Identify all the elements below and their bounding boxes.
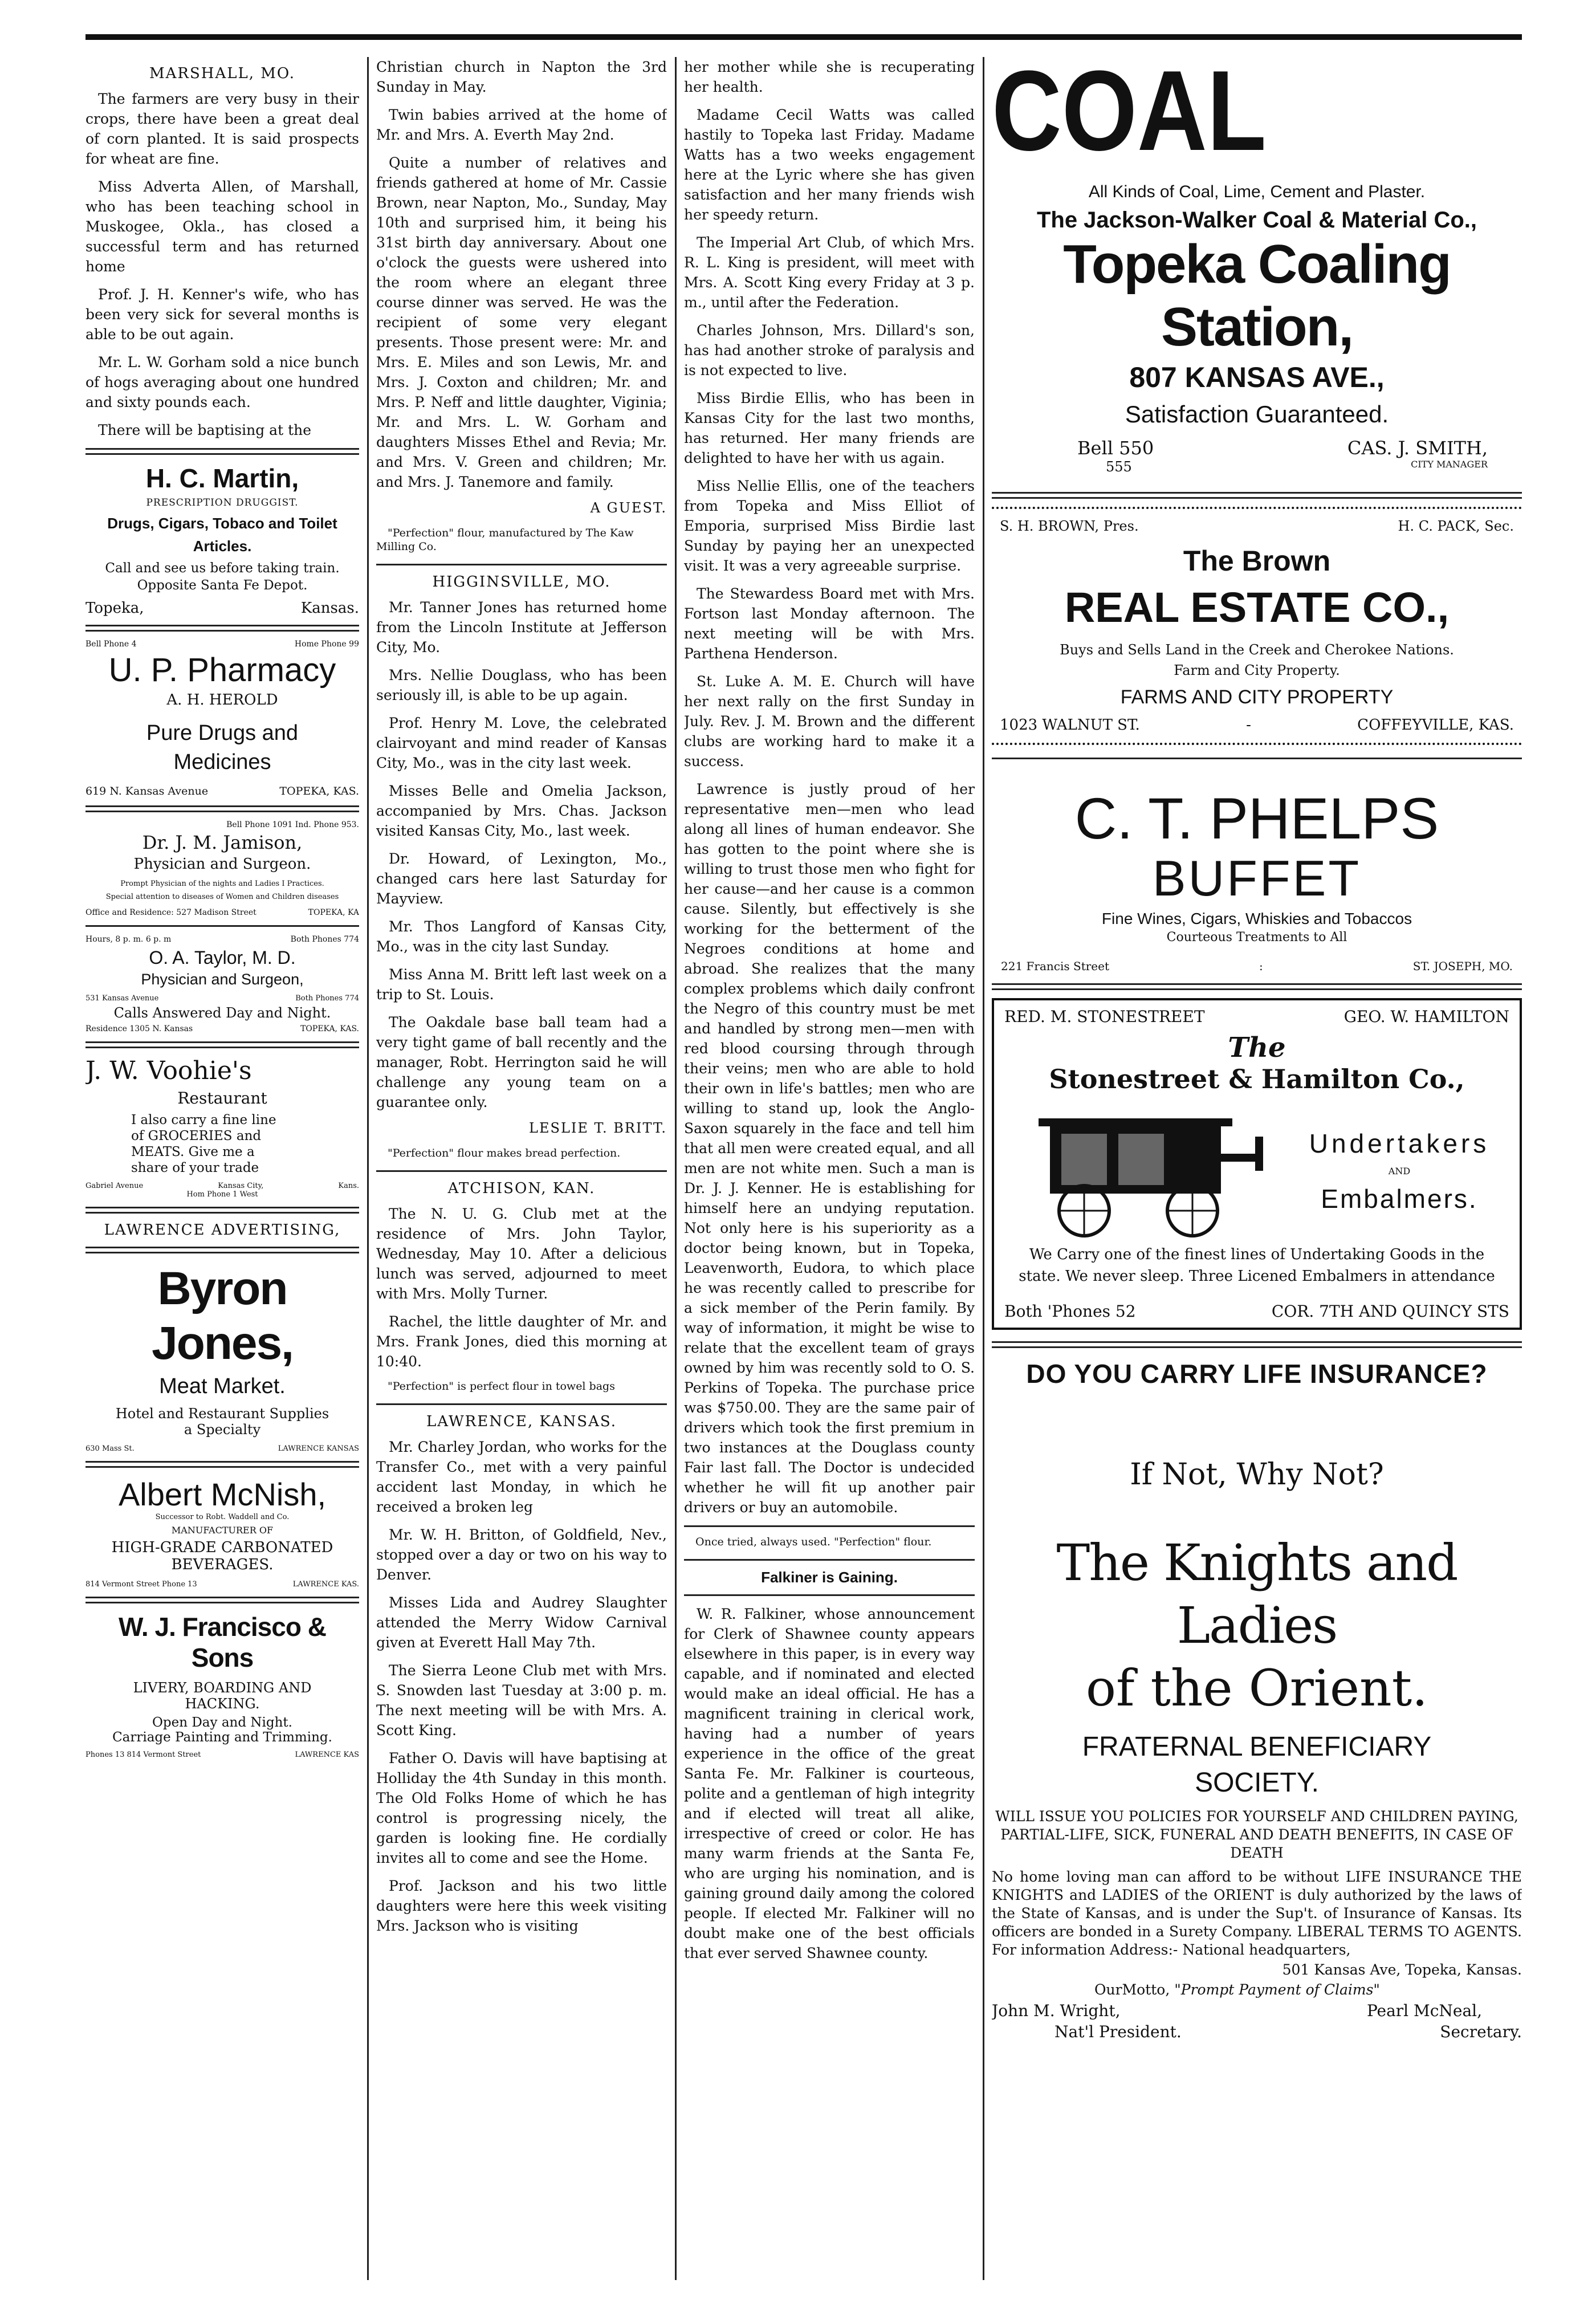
ad-officer: RED. M. STONESTREET [1004,1007,1205,1026]
ad-line: Drugs, Cigars, Tobaco and Toilet Articles. [107,515,337,555]
ad-phone: Home Phone 99 [294,640,359,649]
ad-separator: - [1246,717,1251,734]
ad-line: a Specialty [184,1422,261,1438]
ad-title: O. A. Taylor, M. D. [149,947,296,968]
ad-title: of the Orient. [1085,1659,1428,1717]
ad-motto: "Prompt Payment of Claims" [1174,1981,1380,1998]
ad-manager-title: CITY MANAGER [1411,459,1488,470]
ad-line: Opposite Santa Fe Depot. [137,578,308,593]
news-paragraph: Misses Belle and Omelia Jackson, accompanied by Mrs. Chas. Jackson visited Kansas City, Mo., last week. [376,783,667,839]
divider [992,492,1522,499]
ad-title: REAL ESTATE CO., [1064,584,1450,631]
ad-headline: If Not, Why Not? [1130,1458,1384,1492]
ad-line: BEVERAGES. [171,1556,274,1573]
ad-phone: Both 'Phones 52 [1004,1302,1136,1321]
column-rule [983,57,984,2280]
ad-line: Farm and City Property. [1174,662,1340,678]
news-paragraph: Prof. J. H. Kenner's wife, who has been very sick for several months is able to be out again. [85,286,359,343]
news-paragraph: The N. U. G. Club met at the residence of Mrs. John Taylor, Wednesday, May 10. After a delicious lunch was served, adjourned to meet with Mrs. Molly Turner. [376,1206,667,1302]
ad-officer: GEO. W. HAMILTON [1343,1007,1509,1026]
ad-officer: H. C. PACK, Sec. [1398,518,1514,534]
news-paragraph: Miss Birdie Ellis, who has been in Kansas City for the last two months, has returned. Her many friends are delighted to have her with us again. [684,390,975,466]
ad-phone: Bell Phone 4 [85,640,137,649]
ad-subtitle: SOCIETY. [1195,1768,1319,1798]
ad-subtitle: PRESCRIPTION DRUGGIST. [146,497,299,508]
news-paragraph: Miss Anna M. Britt left last week on a trip to St. Louis. [376,966,667,1003]
news-paragraph: Madame Cecil Watts was called hastily to Topeka last Friday. Madame Watts has a two weeks engagement here at the Lyric where she has given satisfaction and her many friends wish her speedy return. [684,107,975,223]
ad-title: Albert McNish, [118,1476,327,1512]
ad-title: Topeka Coaling Station, [1063,234,1451,357]
divider [85,1041,359,1048]
ad-title: C. T. PHELPS [1074,786,1439,851]
notice: "Perfection" flour, manufactured by The Kaw Milling Co. [376,527,634,553]
column-3 [684,57,975,2280]
divider [684,1594,975,1596]
ad-subtitle: Restaurant [177,1089,267,1108]
ad-title: Dr. J. M. Jamison, [142,832,303,853]
ad-hours: Hours, 8 p. m. 6 p. m [85,935,172,944]
ad-line: Courteous Treatments to All [1166,930,1347,945]
ad-line: of GROCERIES and [131,1129,262,1143]
ad-city: TOPEKA, KA [308,908,359,917]
ad-signer: John M. Wright, [992,2001,1121,2020]
ad-city: TOPEKA, KAS. [300,1024,359,1033]
ad-line: Satisfaction Guaranteed. [1125,401,1389,428]
news-paragraph: Mrs. Nellie Douglass, who has been seriously ill, is able to be up again. [376,667,667,703]
ad-line: I also carry a fine line [131,1113,276,1127]
ad-officer: S. H. BROWN, Pres. [1000,518,1139,534]
ad-address: 630 Mass St. [85,1444,135,1453]
news-paragraph: Father O. Davis will have baptising at Holliday the 4th Sunday in this month. The Old Folks Home of which he has control is progressing nicely, the garden is looking fine. He cordially invites all to come and see the Home. [376,1750,667,1866]
ad-owner: A. H. HEROLD [166,691,278,709]
news-paragraph: St. Luke A. M. E. Church will have her next rally on the first Sunday in July. Rev. J. M. Brown and the different clubs are working hard to make it a success. [684,673,975,770]
section-heading: ATCHISON, KAN. [447,1180,596,1197]
news-paragraph: Prof. Henry M. Love, the celebrated clairvoyant and mind reader of Kansas City, Mo., was in the city last week. [376,715,667,771]
ad-address: COR. 7TH AND QUINCY STS [1271,1302,1509,1321]
news-paragraph: Mr. Tanner Jones has returned home from the Lincoln Institute at Jefferson City, Mo. [376,599,667,656]
divider [85,1597,359,1603]
news-paragraph: Mr. W. H. Britton, of Goldfield, Nev., stopped over a day or two on his way to Denver. [376,1526,667,1583]
ad-line: Carriage Painting and Trimming. [112,1730,332,1745]
divider [376,1170,667,1172]
ad-line: Fine Wines, Cigars, Whiskies and Tobaccos [1101,910,1412,927]
ad-phone: Bell Phone 1091 Ind. Phone 953. [226,820,359,829]
news-paragraph: Miss Nellie Ellis, one of the teachers from Topeka and Miss Elliot of Emporia, surprised Miss Birdie last Sunday by paying her an unexpected visit. It was a very agreeable surprise. [684,478,975,574]
divider [85,1247,359,1253]
notice: Once tried, always used. "Perfection" flour. [695,1536,932,1548]
news-paragraph: The Imperial Art Club, of which Mrs. R. L. King is president, will meet with Mrs. A. Scott King every Friday at 3 p. m., until after the Federation. [684,234,975,311]
divider [85,625,359,632]
ad-line: HIGH-GRADE CARBONATED [111,1539,333,1556]
hearse-illustration [1004,1102,1289,1239]
news-paragraph: her mother while she is recuperating her health. [684,59,975,95]
ad-signer-title: Secretary. [1440,2022,1522,2041]
ad-knights-ladies-orient [992,1358,1522,2041]
news-paragraph: Twin babies arrived at the home of Mr. and Mrs. A. Everth May 2nd. [376,107,667,143]
ad-voohie [85,1056,359,1199]
ad-up-pharmacy [85,640,359,797]
news-paragraph: Mr. L. W. Gorham sold a nice bunch of hogs averaging about one hundred and sixty pounds each. [85,354,359,410]
ad-address: Residence 1305 N. Kansas [85,1024,193,1033]
column-rule [367,57,369,2280]
notice: "Perfection" is perfect flour in towel bags [388,1380,615,1393]
ad-stonestreet [992,998,1522,1330]
column-1 [85,57,359,2280]
news-paragraph: Miss Adverta Allen, of Marshall, who has been teaching school in Muskogee, Okla., has closed a successful term and has returned home [85,178,359,275]
news-paragraph: The Stewardess Board met with Mrs. Fortson last Monday afternoon. The next meeting will be with Mrs. Parthena Henderson. [684,585,975,662]
divider [85,1207,359,1214]
ad-francisco [85,1611,359,1759]
column-4 [992,57,1522,2280]
ad-byron-jones [85,1261,359,1453]
ad-city: Topeka, [85,600,144,617]
ad-city: LAWRENCE KAS [295,1751,359,1759]
ad-line: Calls Answered Day and Night. [113,1005,331,1021]
ad-subtitle: Meat Market. [159,1374,286,1398]
divider [992,1341,1522,1348]
ad-address: Phones 13 814 Vermont Street [85,1751,201,1759]
ad-phelps [992,767,1522,973]
ad-jamison [85,820,359,917]
ad-note: Prompt Physician of the nights and Ladies I Practices. [120,880,324,888]
ad-title: Stonestreet & Hamilton Co., [1049,1064,1465,1094]
ad-address: 221 Francis Street [1001,959,1109,973]
ad-city: TOPEKA, KAS. [279,785,359,797]
ad-title: The Knights and Ladies [1056,1533,1457,1655]
news-paragraph: Prof. Jackson and his two little daughters were here this week visiting Mrs. Jackson who is visiting [376,1878,667,1934]
divider [376,1403,667,1405]
divider [85,925,359,927]
ad-subtitle: The [1228,1032,1286,1064]
ad-address: 1023 WALNUT ST. [1000,717,1140,734]
ad-city: COFFEYVILLE, KAS. [1357,717,1514,734]
ad-brown-real-estate [992,507,1522,745]
ad-line: Medicines [173,750,271,774]
ad-line: LIVERY, BOARDING AND [133,1680,312,1696]
column-rule [675,57,677,2280]
ad-city: LAWRENCE KANSAS [278,1444,359,1453]
ad-line: Buys and Sells Land in the Creek and Cherokee Nations. [1060,642,1454,658]
ad-coal [992,57,1522,475]
ad-phone: Both Phones 774 [295,994,359,1003]
divider [992,758,1522,759]
ad-phone: Hom Phone 1 West [186,1190,258,1199]
news-paragraph: There will be baptising at the [98,422,312,438]
ad-line: WILL ISSUE YOU POLICIES FOR YOURSELF AND CHILDREN PAYING, PARTIAL-LIFE, SICK, FUNERAL AND DEATH BENEFITS, IN CASE OF DEATH [995,1808,1518,1861]
ad-line: AND [1388,1165,1411,1177]
ad-subtitle: Physician and Surgeon, [141,971,304,988]
ad-city: ST. JOSEPH, MO. [1412,959,1513,973]
ad-taylor [85,935,359,1033]
news-paragraph: Rachel, the little daughter of Mr. and Mrs. Frank Jones, died this morning at 10:40. [376,1313,667,1370]
ad-line: Open Day and Night. [152,1715,292,1730]
divider [85,448,359,455]
column-2 [376,57,667,2280]
ad-body: No home loving man can afford to be without LIFE INSURANCE THE KNIGHTS and LADIES of the ORIENT is duly authorized by the laws of the State of Kansas, and is under the Sup't. of Insurance of Kansas. Its officers are bonded in a Surety Company. LIBERAL TERMS TO AGENTS. For information Address:- National headquarters, [992,1869,1522,1958]
ad-line: share of your trade [131,1161,259,1175]
ad-signer-title: Nat'l President. [1054,2022,1182,2041]
section-heading: LAWRENCE, KANSAS. [426,1413,617,1430]
ad-note: Successor to Robt. Waddell and Co. [155,1513,290,1521]
byline: LESLIE T. BRITT. [529,1120,667,1136]
news-paragraph: Charles Johnson, Mrs. Dillard's son, has had another stroke of paralysis and is not expected to live. [684,322,975,378]
news-paragraph: Mr. Thos Langford of Kansas City, Mo., was in the city last Sunday. [376,918,667,955]
ad-line: Hotel and Restaurant Supplies [115,1406,329,1422]
ad-title: J. W. Voohie's [85,1056,252,1085]
ad-state: Kansas. [300,600,359,617]
ad-headline: DO YOU CARRY LIFE INSURANCE? [1026,1359,1488,1389]
ad-title: H. C. Martin, [145,463,299,493]
ad-city: Kansas City, [218,1182,264,1190]
ad-line: MEATS. Give me a [131,1145,255,1159]
ad-signer: Pearl McNeal, [1366,2001,1482,2020]
ad-subtitle: Physician and Surgeon. [133,856,311,873]
ad-line: Undertakers [1309,1128,1490,1158]
ad-subtitle: FRATERNAL BENEFICIARY [1082,1732,1432,1762]
section-heading: Falkiner is Gaining. [761,1569,898,1586]
ad-address: 531 Kansas Avenue [85,994,159,1003]
news-paragraph: Quite a number of relatives and friends gathered at home of Mr. Cassie Brown, near Napton, Mo., Sunday, May 10th and surprised him, it being his 31st birth day anniversary. About one o'clock the guests were ushered into the room where an elegant three course dinner was served. He was the recipient of some very elegant presents. Those present were: Mr. and Mrs. E. Miles and son Lewis, Mr. and Mrs. J. Coxton and children; Mr. and Mrs. P. Neff and little daughter, Viginia; Mr. and Mrs. L. W. Gorham and daughters Misses Ethel and Revia; Mr. and Mrs. V. Green and children; Mr. and Mrs. J. Tanemore and family. [376,154,667,490]
ad-address: 814 Vermont Street Phone 13 [85,1580,197,1589]
section-heading: MARSHALL, MO. [149,65,295,82]
ad-line: HACKING. [185,1696,260,1712]
news-paragraph: Christian church in Napton the 3rd Sunday in May. [376,59,667,95]
ad-line: We Carry one of the finest lines of Undertaking Goods in the state. We never sleep. Three Licened Embalmers in attendance [1019,1246,1495,1285]
ad-phone: Both Phones 774 [290,935,359,944]
ad-state: Kans. [338,1182,359,1190]
ad-line: MANUFACTURER OF [171,1525,274,1536]
ad-line: FARMS AND CITY PROPERTY [1120,686,1394,708]
section-heading: HIGGINSVILLE, MO. [432,573,611,591]
ad-address: Gabriel Avenue [85,1182,144,1190]
news-paragraph: The farmers are very busy in their crops, there have been a great deal of corn planted. It is said prospects for wheat are fine. [85,91,359,167]
ad-line: Pure Drugs and [146,721,299,745]
divider [376,564,667,565]
divider [85,805,359,812]
notice: "Perfection" flour makes bread perfection. [388,1147,621,1159]
byline: A GUEST. [590,500,667,516]
ad-address: Office and Residence: 527 Madison Street [85,908,256,917]
ad-separator: : [1259,959,1263,973]
ad-title: W. J. Francisco & Sons [119,1612,326,1672]
ad-line: The Jackson-Walker Coal & Material Co., [1036,207,1477,233]
ad-title: U. P. Pharmacy [108,652,336,689]
ad-phone: Bell 550 [1077,437,1154,459]
ad-martin [85,463,359,617]
newspaper-page [85,34,1522,2280]
divider [85,1461,359,1468]
ad-address: 501 Kansas Ave, Topeka, Kansas. [1282,1961,1522,1978]
news-paragraph: The Oakdale base ball team had a very tight game of ball recently and the manager, Robt. Herrington said he will challenge any young team on a guarantee only. [376,1014,667,1110]
news-paragraph: Lawrence is justly proud of her representative men—men who lead along all lines of human endeavor. She has gotten to the point where she is willing to trust those men who fight for her cause—and her cause is a common cause. Silently, but effectively is she working for the betterment of the Negroes conditions at home and abroad. She realizes that the many complex problems which daily confront the Negro of this country must be met and handled by strong men—men with red blood coursing through through their veins; men who are able to hold their own in life's battles; men who are willing to stand up, look the Anglo-Saxon squarely in the face and tell him that all men were created equal, and all men are not white men. Such a man is Dr. J. J. Kenner. He is establishing for himself here an undying reputation. Not only here is his superiority as a doctor being known, but in Topeka, Leavenworth, Eudora, to which place he was recently called to prescribe for a sick member of the Perin family. By way of information, it might be wise to relate that the excellent team of grays owned by him was recently sold to O. S. Perkins of Topeka. The purchase price was $750.00. They are the same pair of drivers which took the first premium in two instances at the Douglass county Fair last fall. The Doctor is undecided whether he will fit up another pair drivers or buy an automobile. [684,781,975,1516]
ad-city: LAWRENCE KAS. [292,1580,359,1589]
ad-subtitle: BUFFET [1152,850,1362,906]
divider [684,1525,975,1527]
ad-motto-label: OurMotto, [1094,1981,1170,1998]
ad-mcnish [85,1476,359,1589]
divider [992,983,1522,990]
ad-note: Special attention to diseases of Women and Children diseases [105,893,339,901]
section-heading: LAWRENCE ADVERTISING, [104,1222,341,1239]
news-paragraph: W. R. Falkiner, whose announcement for Clerk of Shawnee county appears elsewhere in this paper, is in every way capable, and if nominated and elected would make an ideal official. He has a magnificent training in clerical work, having had a number of years experience in the office of the great Santa Fe. Mr. Falkiner is courteous, polite and a gentleman of high integrity and if elected will treat all alike, irrespective of creed or color. He has many warm friends at the Santa Fe, who are urging his nomination, and is gaining ground daily among the colored people. If elected Mr. Falkiner will no doubt make one of the best officials that ever served Shawnee county. [684,1606,975,1961]
news-paragraph: Misses Lida and Audrey Slaughter attended the Merry Widow Carnival given at Everett Hall May 7th. [376,1594,667,1651]
ad-title: Byron Jones, [152,1263,293,1369]
divider [684,1559,975,1561]
ad-address: 619 N. Kansas Avenue [85,785,209,797]
top-rule [85,34,1522,40]
ad-subtitle: The Brown [1183,545,1331,577]
ad-manager: CAS. J. SMITH, [1347,437,1488,459]
ad-line: Embalmers. [1321,1183,1478,1214]
ad-title: COAL [992,57,1267,174]
ad-line: All Kinds of Coal, Lime, Cement and Plaster. [1088,182,1426,201]
ad-phone: 555 [1106,459,1132,475]
news-paragraph: Dr. Howard, of Lexington, Mo., changed cars here last Saturday for Mayview. [376,850,667,907]
news-paragraph: The Sierra Leone Club met with Mrs. S. Snowden last Tuesday at 3:00 p. m. The next meeting will be with Mrs. A. Scott King. [376,1662,667,1739]
ad-line: Call and see us before taking train. [105,561,340,576]
ad-address: 807 KANSAS AVE., [1129,361,1385,393]
news-paragraph: Mr. Charley Jordan, who works for the Transfer Co., met with a very painful accident last Monday, in which he received a broken leg [376,1439,667,1515]
